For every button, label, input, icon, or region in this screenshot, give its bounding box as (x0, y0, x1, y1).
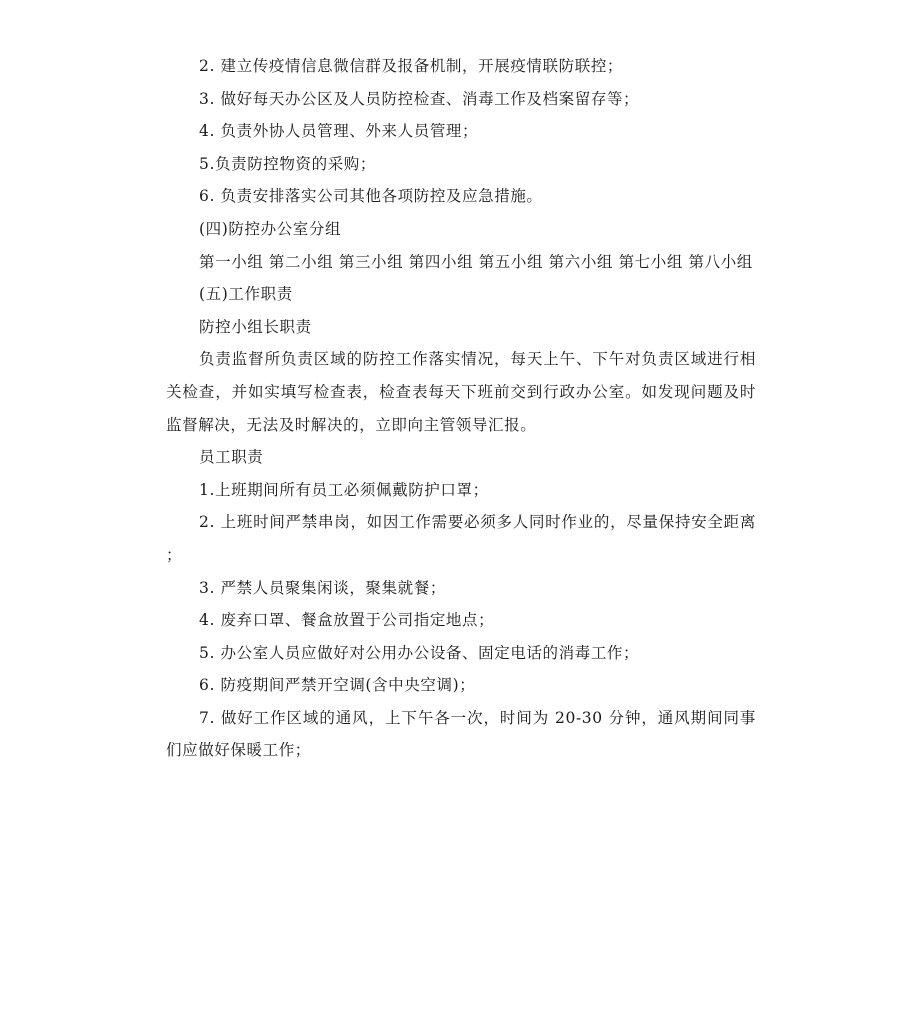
list-item: 5.负责防控物资的采购； (199, 154, 376, 173)
list-item: 5. 办公室人员应做好对公用办公设备、固定电话的消毒工作； (199, 643, 640, 662)
document-body (166, 50, 756, 767)
list-item: 4. 负责外协人员管理、外来人员管理； (199, 122, 479, 141)
section-heading: (五)工作职责 (199, 285, 293, 304)
list-item: 2. 上班时间严禁串岗，如因工作需要必须多人同时作业的，尽量保持安全距离 ； (166, 513, 756, 564)
list-item: 2. 建立传疫情信息微信群及报备机制，开展疫情联防联控； (199, 57, 624, 75)
list-item: 3. 严禁人员聚集闲谈，聚集就餐； (199, 578, 446, 597)
list-item: 6. 防疫期间严禁开空调(含中央空调)； (199, 676, 476, 695)
group-list: 第一小组 第二小组 第三小组 第四小组 第五小组 第六小组 第七小组 第八小组 (199, 252, 753, 271)
section-heading: (四)防控办公室分组 (199, 219, 342, 238)
list-item: 1.上班期间所有员工必须佩戴防护口罩； (199, 480, 489, 499)
subsection-heading: 员工职责 (199, 448, 264, 467)
subsection-heading: 防控小组长职责 (199, 317, 312, 336)
list-item: 6. 负责安排落实公司其他各项防控及应急措施。 (199, 187, 543, 206)
list-item: 4. 废弃口罩、餐盒放置于公司指定地点； (199, 611, 495, 630)
list-item: 3. 做好每天办公区及人员防控检查、消毒工作及档案留存等； (199, 89, 640, 108)
body-paragraph: 负责监督所负责区域的防控工作落实情况，每天上午、下午对负责区域进行相关检查，并如实填写检查表，检查表每天下班前交到行政办公室。如发现问题及时监督解决，无法及时解决的，立即向主管领导汇报。 (166, 350, 756, 434)
list-item: 7. 做好工作区域的通风，上下午各一次，时间为 20-30 分钟，通风期间同事们应做好保暖工作； (166, 708, 756, 760)
